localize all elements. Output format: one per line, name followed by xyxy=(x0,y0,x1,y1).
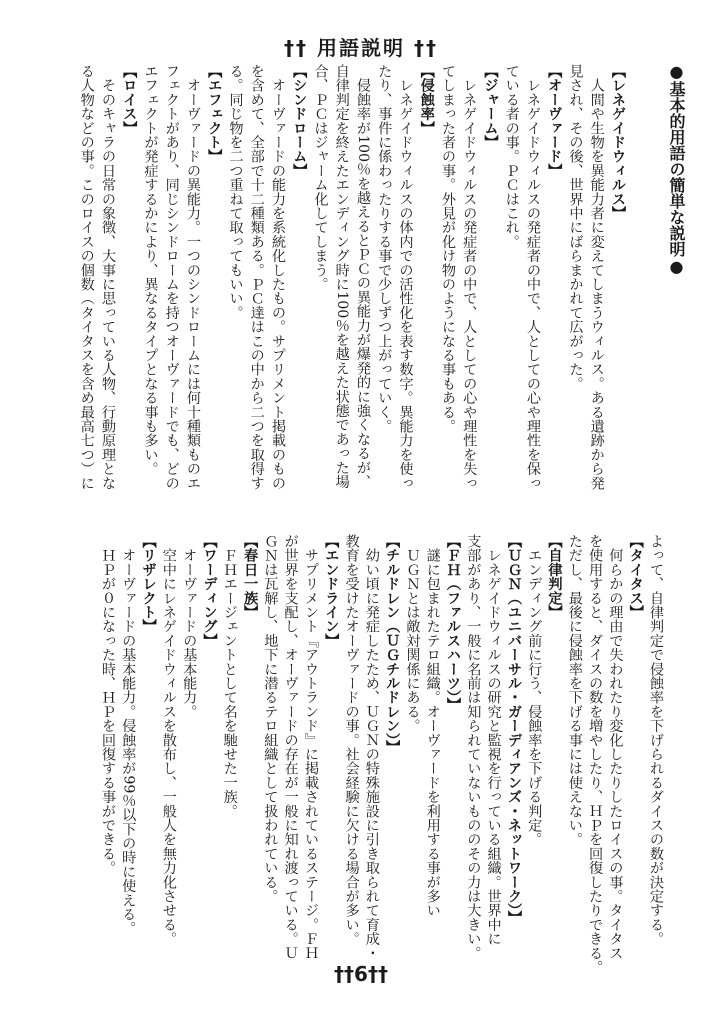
definition-line: ＵＧＮとは敵対関係にある。 xyxy=(404,534,421,733)
definition-line: ている者の事。ＰＣはこれ。 xyxy=(503,64,520,249)
definition-line: 合、ＰＣはジャーム化してしまう。 xyxy=(312,64,329,292)
definition-line: 侵蝕率が100％を越えるとＰＣの異能力が爆発的に強くなるが、 xyxy=(355,64,371,489)
term-heading: 【エンドライン】 xyxy=(323,534,340,648)
definition-line: サプリメント『アウトランド』に掲載されているステージ。ＦＨ xyxy=(302,534,319,960)
definition-line: オーヴァードの異能力。一つのシンドロームには何十種類ものエ xyxy=(185,64,201,490)
definition-line: フェクトがあり、同じシンドロームを持つオーヴァードでも、どの xyxy=(163,64,180,490)
definition-line: レネゲイドウィルスの体内での活性化を表す数字。異能力を使っ xyxy=(397,64,414,490)
definition-line: ＨＰが０になった時、ＨＰを回復する事ができる。 xyxy=(99,534,116,875)
definition-line: レネゲイドウィルスの発症者の中で、人としての心や理性を失っ xyxy=(461,64,478,490)
term-heading: 【シンドローム】 xyxy=(291,64,308,178)
definition-line: る人物などの事。このロイスの個数（タイタスを含め最高七つ）に xyxy=(78,64,95,490)
definition-line: を使用すると、ダイスの数を増やしたり、ＨＰを回復したりできる。 xyxy=(587,534,604,975)
definition-line: 人間や生物を異能力者に変えてしまうウィルス。ある遺跡から発 xyxy=(588,64,605,490)
definition-line: 幼い頃に発症したため、ＵＧＮの特殊施設に引き取られて育成・ xyxy=(363,534,380,960)
term-heading: 【レネゲイドウィルス】 xyxy=(610,64,626,221)
definition-line: オーヴァードの能力を系統化したもの。サプリメント掲載のもの xyxy=(270,64,286,490)
definition-line: 支部があり、一般に名前は知られていないもののその力は大きい。 xyxy=(465,534,482,960)
term-heading: 【エフェクト】 xyxy=(206,64,223,164)
definition-line: てしまった者の事。外見が化け物のようになる事もある。 xyxy=(440,64,456,434)
definition-line: が世界を支配し、オーヴァードの存在が一般に知れ渡っている。Ｕ xyxy=(282,534,299,960)
definition-line: を含めて、全部で十二種類ある。ＰＣ達はこの中から二つを取得す xyxy=(248,64,265,490)
term-heading: 【春日一族】 xyxy=(242,534,259,620)
definition-line: レネゲイドウィルスの発症者の中で、人としての心や理性を保っ xyxy=(525,64,541,490)
term-heading: 【ワーディング】 xyxy=(201,534,218,648)
term-heading: 【リザレクト】 xyxy=(140,534,157,634)
definition-line: オーヴァードの基本能力。侵蝕率が99％以下の時に使える。 xyxy=(120,534,137,936)
term-heading: 【チルドレン（ＵＧチルドレン）】 xyxy=(384,534,401,755)
term-heading: 【タイタス】 xyxy=(627,534,644,620)
page-number: ††6†† xyxy=(334,962,388,986)
glossary-top-block xyxy=(76,64,629,504)
term-heading: 【オーヴァード】 xyxy=(546,64,563,178)
definition-line: レネゲイドウィルスの研究と監視を行っている組織。世界中に xyxy=(485,534,502,946)
definition-line: ＦＨエージェントとして名を馳せた一族。 xyxy=(221,534,238,818)
term-heading: 【ＦＨ（ファルスハーツ）】 xyxy=(445,534,462,712)
page-title: †† 用語説明 †† xyxy=(284,36,438,60)
section-title: ●基本的用語の簡単な説明● xyxy=(667,62,686,276)
definition-line: 謎に包まれたテロ組織。オーヴァードを利用する事が多い xyxy=(424,534,441,918)
definition-line: ＧＮは瓦解し、地下に潜るテロ組織として扱われている。 xyxy=(262,534,279,904)
definition-line: オーヴァードの基本能力。 xyxy=(181,534,198,719)
definition-line: そのキャラの日常の象徴、大事に思っている人物、行動原理とな xyxy=(100,64,116,490)
definition-line: たり、事件に係わったりする事で少しずつ上がっていく。 xyxy=(376,64,393,434)
term-heading: 【ＵＧＮ（ユニバーサル・ガーディアンズ・ネットワーク）】 xyxy=(505,534,522,925)
term-heading: 【ジャーム】 xyxy=(482,64,499,150)
term-heading: 【ロイス】 xyxy=(121,64,138,135)
definition-line: エフェクトが発症するかにより、異なるタイプとなる事も多い。 xyxy=(142,64,159,476)
term-heading: 【侵蝕率】 xyxy=(418,64,435,135)
glossary-bottom-block xyxy=(98,534,666,975)
definition-line: 自律判定を終えたエンディング時に100％を越えた状態であった場 xyxy=(333,64,350,489)
definition-line: 教育を受けたオーヴァードの事。社会経験に欠ける場合が多い。 xyxy=(343,534,360,946)
definition-line: る。同じ物を二つ重ねて取ってもいい。 xyxy=(227,64,244,320)
definition-line: 何らかの理由で失われたり変化したりしたロイスの事。タイタス xyxy=(607,534,624,960)
definition-line: ただし、最後に侵蝕率を下げる事には使えない。 xyxy=(566,534,583,847)
term-heading: 【自律判定】 xyxy=(546,534,563,620)
definition-line: エンディング前に行う、侵蝕率を下げる判定。 xyxy=(526,534,543,847)
definition-line: 見され、その後、世界中にばらまかれて広がった。 xyxy=(567,64,584,391)
definition-line: 空中にレネゲイドウィルスを散布し、一般人を無力化させる。 xyxy=(160,534,177,946)
definition-line: よって、自律判定で侵蝕率を下げられるダイスの数が決定する。 xyxy=(648,534,664,946)
